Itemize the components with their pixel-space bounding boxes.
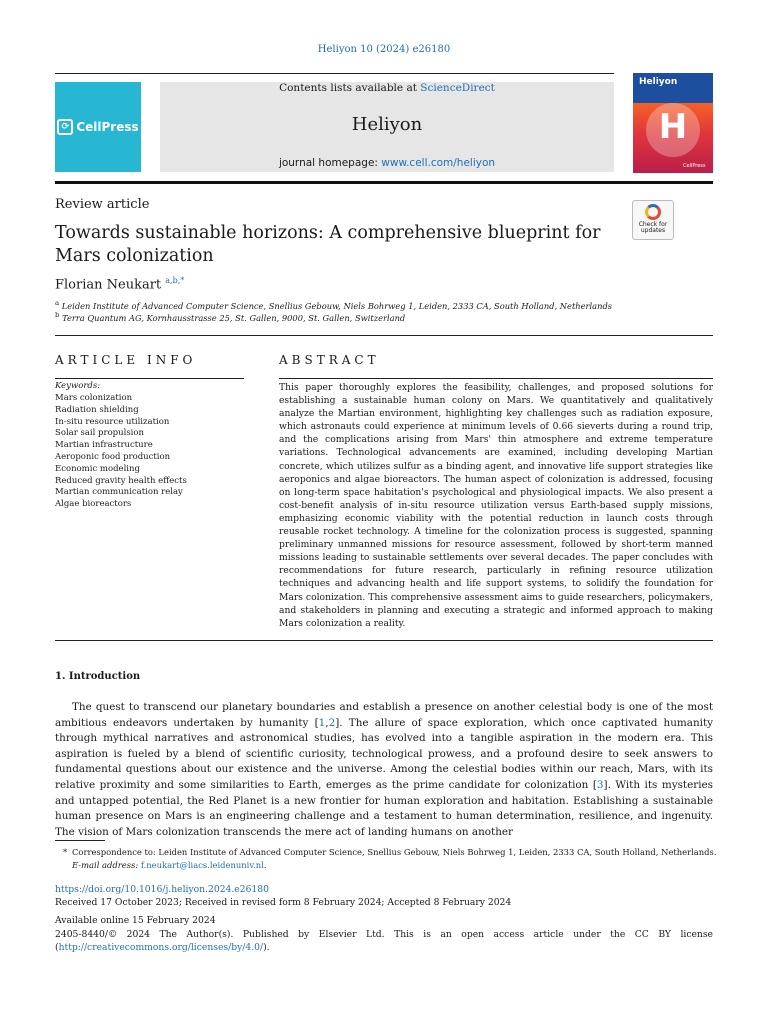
footnote-rule: [55, 840, 105, 841]
cover-title: Heliyon: [639, 77, 678, 87]
keyword-item: Algae bioreactors: [55, 499, 132, 510]
check-updates-icon: [645, 204, 661, 220]
license-text-end: ).: [263, 942, 270, 953]
keyword-item: Mars colonization: [55, 393, 133, 403]
section-heading-introduction: 1. Introduction: [55, 671, 141, 682]
affiliation-text: Terra Quantum AG, Kornhausstrasse 25, St. Gallen, 9000, St. Gallen, Switzerland: [62, 312, 406, 323]
license-text: 2405-8440/© 2024 The Author(s). Published by Elsevier Ltd. This is an open access article under the CC BY license (: [55, 929, 713, 953]
email-line: [72, 860, 266, 870]
intro-text: ,: [325, 716, 329, 729]
cellpress-logo[interactable]: [55, 82, 141, 172]
journal-citation[interactable]: Heliyon 10 (2024) e26180: [317, 44, 451, 55]
cover-footer: CellPress: [683, 163, 706, 169]
keyword-item: In-situ resource utilization: [55, 416, 170, 427]
introduction-paragraph: [55, 700, 713, 840]
intro-text: The quest to transcend our planetary boundaries and establish a presence on another celestial body is one of the most ambitious endeavors undertaken by humanity [: [55, 701, 713, 729]
check-updates-label: Check for updates: [638, 221, 668, 234]
cover-letter: H: [658, 107, 688, 147]
reference-link[interactable]: 2: [328, 716, 336, 729]
article-info-heading: ARTICLE INFO: [55, 353, 197, 367]
footnote-mark: *: [63, 847, 68, 857]
article-title: Towards sustainable horizons: A comprehensive blueprint for Mars colonization: [55, 223, 601, 266]
abstract-rule: [279, 378, 713, 379]
intro-text: ]. The allure of space exploration, which once captivated humanity through mythical narratives and astronomical studies, has evolved into a tangible aspiration in the modern era. This aspiration is fueled by a blend of scientific curiosity, technological prowess, and a profound desire to seek answers to fundamental questions about our existence and the universe. Among the celestial bodies within our reach, Mars, with its relative proximity and some similarities to Earth, emerges as the prime candidate for colonization [: [55, 716, 714, 791]
journal-name: Heliyon: [351, 114, 423, 135]
contents-line: [160, 82, 614, 94]
journal-header-box: [160, 82, 614, 172]
homepage-link[interactable]: www.cell.com/heliyon: [381, 157, 496, 169]
keyword-item: Reduced gravity health effects: [55, 475, 187, 486]
affiliation-mark: a: [55, 299, 60, 307]
email-end: .: [263, 860, 267, 870]
keyword-item: Martian communication relay: [55, 487, 183, 498]
affiliation-b: [55, 311, 405, 323]
abstract-bottom-rule: [55, 640, 713, 641]
homepage-prefix: journal homepage:: [278, 157, 378, 169]
doi-link[interactable]: https://doi.org/10.1016/j.heliyon.2024.e26180: [55, 884, 269, 895]
doi-line: [55, 884, 713, 895]
affiliation-text: Leiden Institute of Advanced Computer Science, Snellius Gebouw, Niels Bohrweg 1, Leiden, 2333 CA, South Holland, Netherlands: [61, 300, 613, 311]
cellpress-logo-text: CellPress: [76, 120, 139, 134]
reference-link[interactable]: 3: [596, 778, 604, 791]
license-note: [55, 928, 713, 954]
intro-text: ]. With its mysteries and untapped potential, the Red Planet is a new frontier for human exploration and habitation. Establishing a sustainable human presence on Mars is an engineering challenge and a testament to human determination, resilience, and ingenuity. The vision of Mars colonization transcends the mere act of landing humans on another: [55, 778, 714, 838]
affiliation-rule: [55, 335, 713, 336]
keywords-label: Keywords:: [55, 381, 101, 391]
keyword-item: Solar sail propulsion: [55, 428, 144, 439]
reference-link[interactable]: 1: [318, 716, 326, 729]
license-link[interactable]: http://creativecommons.org/licenses/by/4.0/: [58, 942, 264, 953]
homepage-line: [160, 157, 614, 169]
article-info-rule: [55, 378, 244, 379]
affiliation-mark: b: [55, 311, 60, 319]
keyword-list: [55, 393, 187, 511]
abstract-text: This paper thoroughly explores the feasibility, challenges, and proposed solutions for establishing a sustainable human colony on Mars. We quantitatively and qualitatively analyze the Martian environment, highlighting key challenges such as radiation exposure, which astronauts could experience at minimum levels of 0.66 sieverts during a round trip, and the complications arising from Mars' thin atmosphere and extreme temperature variations. Technological advancements are examined, including developing Martian concrete, which utilizes sulfur as a binding agent, and innovative life support strategies like aeroponics and algae bioreactors. The human aspect of colonization is addressed, focusing on long-term space habitation's psychological and physiological impacts. We also present a cost-benefit analysis of in-situ resource utilization versus Earth-based supply missions, emphasizing economic viability with the potential reduction in launch costs through reusable rocket technology. A timeline for the colonization process is suggested, spanning preliminary unmanned missions for resource assessment, followed by short-term manned missions leading to sustainable settlements over several decades. The paper concludes with recommendations for future research, particularly in refining resource utilization techniques and advancing health and life support systems, to solidify the foundation for Mars colonization. This comprehensive assessment aims to guide researchers, policymakers, and stakeholders in planning and executing a strategic and informed approach to making Mars colonization a reality.: [279, 382, 713, 629]
cellpress-mark-icon: ⟳: [57, 119, 73, 135]
author-line: [55, 276, 184, 292]
email-label: E-mail address:: [72, 860, 139, 870]
journal-cover-image[interactable]: [633, 73, 713, 173]
keyword-item: Economic modeling: [55, 463, 140, 474]
check-for-updates-button[interactable]: [632, 200, 674, 240]
contents-prefix: Contents lists available at: [279, 82, 417, 94]
available-online: Available online 15 February 2024: [55, 915, 216, 926]
received-dates: Received 17 October 2023; Received in revised form 8 February 2024; Accepted 8 February 2024: [55, 897, 512, 908]
sciencedirect-link[interactable]: ScienceDirect: [420, 82, 495, 94]
keyword-item: Aeroponic food production: [55, 451, 171, 462]
cellpress-badge: [57, 119, 138, 135]
keyword-item: Radiation shielding: [55, 404, 139, 415]
abstract-heading: ABSTRACT: [279, 353, 380, 367]
article-type: Review article: [55, 197, 150, 212]
author-name[interactable]: Florian Neukart: [55, 277, 162, 293]
affiliation-a: [55, 299, 612, 311]
email-link[interactable]: f.neukart@liacs.leidenuniv.nl: [140, 860, 264, 870]
correspondence-note: Correspondence to: Leiden Institute of Advanced Computer Science, Snellius Gebouw, Niels Bohrweg 1, Leiden, 2333 CA, South Holland, Netherlands.: [72, 847, 717, 857]
header-top-rule: [55, 73, 614, 74]
header-bottom-rule: [55, 181, 713, 184]
author-affiliation-marks[interactable]: a,b,*: [165, 276, 185, 285]
keyword-item: Martian infrastructure: [55, 440, 153, 451]
